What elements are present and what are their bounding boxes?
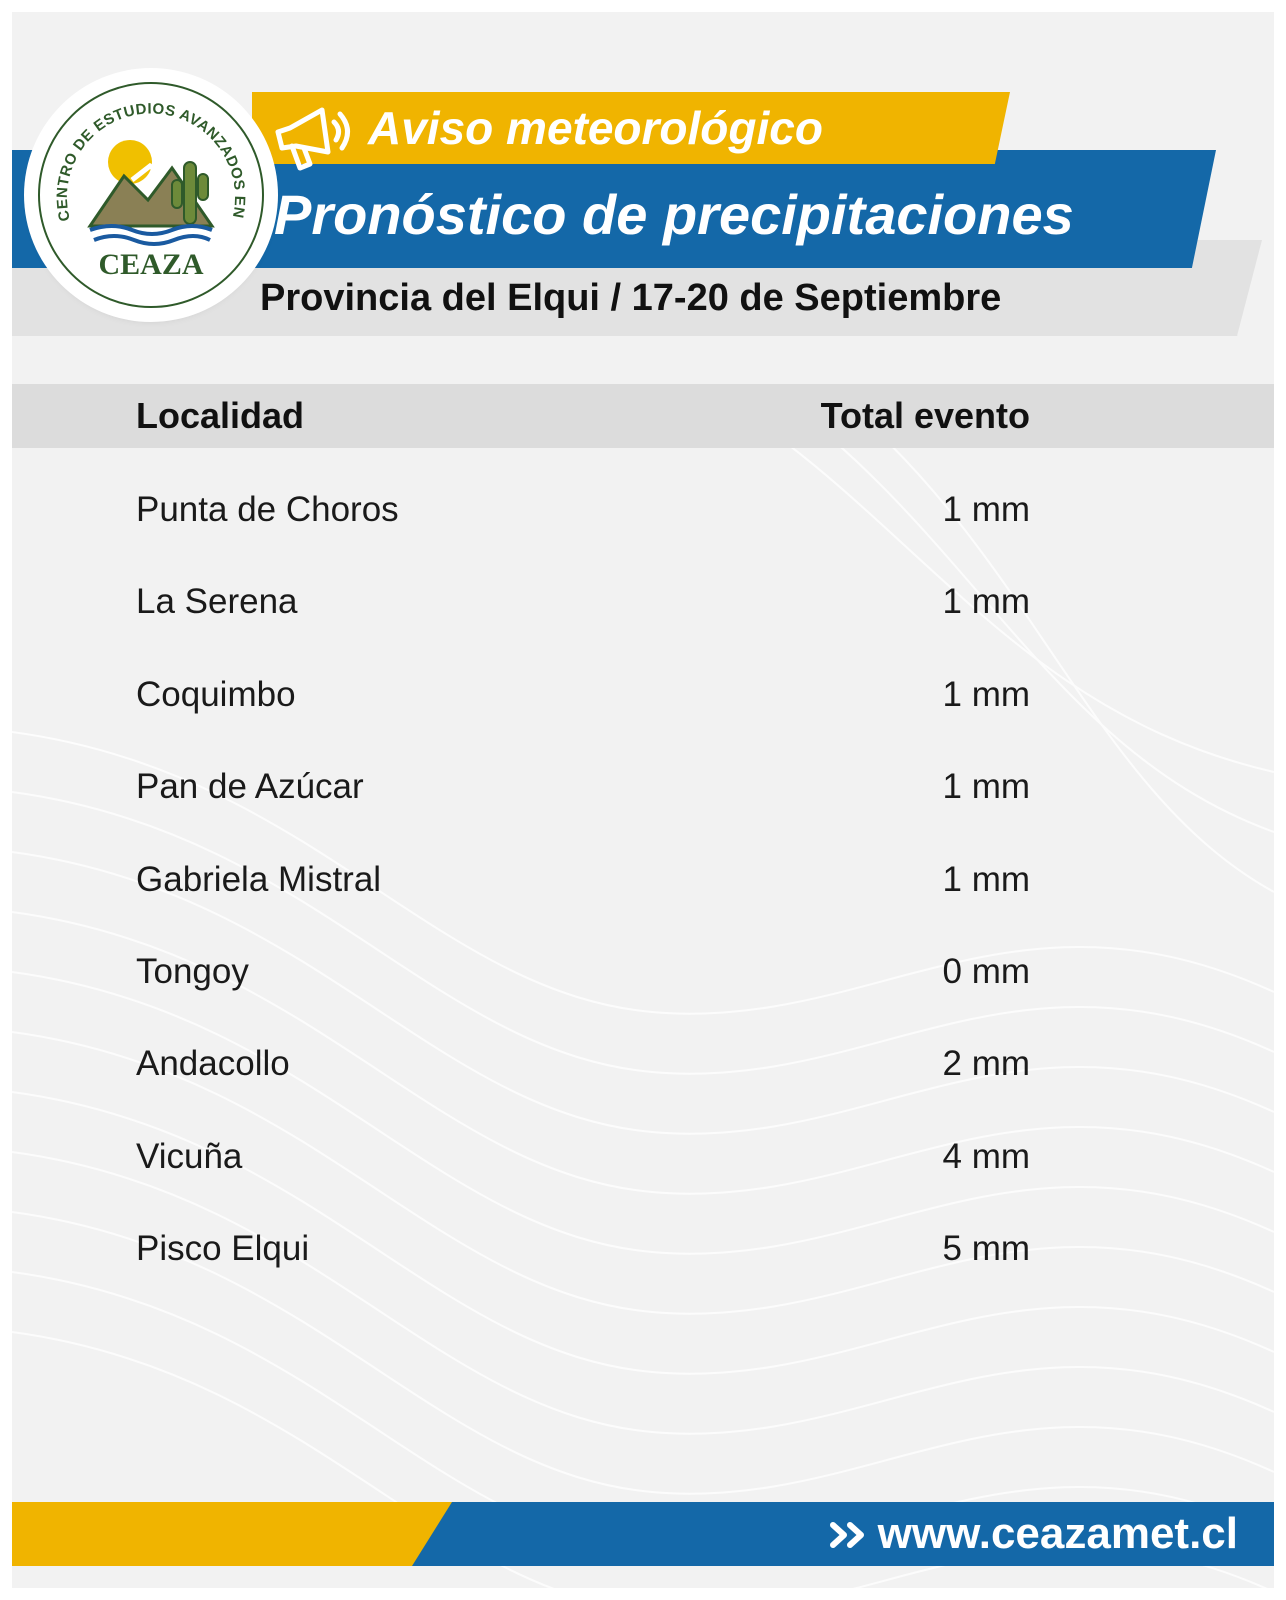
localidad-cell: Gabriela Mistral — [136, 859, 382, 899]
table-row — [12, 556, 1274, 648]
header-total-evento: Total evento — [820, 395, 1030, 436]
table-row — [12, 464, 1274, 556]
table-header — [12, 384, 1274, 448]
total-cell: 2 mm — [942, 1044, 1030, 1084]
logo-text: CEAZA — [98, 248, 204, 281]
page-title: Pronóstico de precipitaciones — [274, 183, 1074, 246]
total-cell: 1 mm — [942, 674, 1030, 714]
footer-yellow-band — [12, 1502, 452, 1566]
table-row — [12, 741, 1274, 833]
ceaza-logo — [32, 76, 270, 314]
table-body — [12, 464, 1274, 1296]
megaphone-icon — [270, 102, 354, 176]
localidad-cell: La Serena — [136, 582, 298, 622]
total-cell: 1 mm — [942, 490, 1030, 529]
website-link[interactable] — [828, 1502, 1238, 1566]
double-chevron-right-icon — [828, 1520, 870, 1550]
aviso-label: Aviso meteorológico — [368, 102, 823, 154]
localidad-cell: Punta de Choros — [136, 490, 399, 529]
website-url: www.ceazamet.cl — [877, 1509, 1238, 1558]
table-row — [12, 1111, 1274, 1203]
localidad-cell: Pisco Elqui — [136, 1229, 310, 1269]
poster-card — [12, 12, 1274, 1588]
total-cell: 5 mm — [942, 1229, 1030, 1269]
table-row — [12, 834, 1274, 926]
localidad-cell: Vicuña — [136, 1136, 243, 1176]
header-localidad: Localidad — [136, 395, 305, 436]
table-row — [12, 926, 1274, 1018]
localidad-cell: Pan de Azúcar — [136, 767, 364, 807]
localidad-cell: Coquimbo — [136, 674, 296, 714]
total-cell: 4 mm — [942, 1136, 1030, 1176]
page-subtitle: Provincia del Elqui / 17-20 de Septiembre — [260, 277, 1002, 319]
localidad-cell: Tongoy — [136, 951, 249, 991]
logo-ring-text: CENTRO DE ESTUDIOS AVANZADOS EN — [53, 100, 249, 223]
total-cell: 1 mm — [942, 767, 1030, 807]
total-cell: 1 mm — [942, 582, 1030, 622]
total-cell: 1 mm — [942, 859, 1030, 899]
table-row — [12, 1018, 1274, 1110]
table-row — [12, 1203, 1274, 1295]
localidad-cell: Andacollo — [136, 1044, 290, 1084]
table-row — [12, 649, 1274, 741]
total-cell: 0 mm — [942, 951, 1030, 991]
